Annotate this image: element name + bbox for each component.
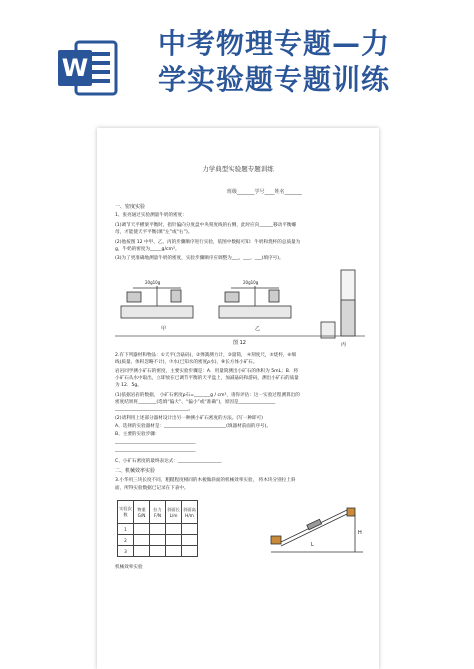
question-line: A、选择的实验器材是：___________________________(填器材前面的序号)。: [115, 424, 272, 429]
question-line: 为 12．5g。: [115, 383, 142, 388]
table-cell: 1: [118, 524, 134, 535]
fig-caption: 图 12: [233, 340, 246, 346]
word-icon: [56, 36, 120, 100]
banner-title: [158, 26, 458, 98]
data-table: [117, 500, 198, 557]
table-header: 实验次数: [118, 501, 134, 524]
table-cell: 3: [118, 546, 134, 557]
question-line: (2)请利用上述部分器材设计出另一种测小矿石密度的方法。(写一种即可): [115, 416, 263, 421]
class-line: 班级_______学号____姓名_______: [227, 189, 303, 195]
answer-line: ___________________________________: [115, 448, 196, 453]
table-header: 物重G/N: [134, 501, 150, 524]
question-line: C、小矿石密度的最终表达式：___________________: [115, 459, 222, 464]
question-line: B、主要的实验步骤：: [115, 432, 160, 437]
balance-figure: [115, 266, 365, 350]
document-title: 力学典型实验题专题训练: [202, 165, 274, 173]
question-line: 面，所得实验数据已记录在下表中。: [115, 486, 189, 491]
question-line: 密度结果将________(选填“偏大”、“偏小”或“准确”)，原因是________________: [115, 400, 276, 405]
question-line: ________________________________。: [115, 407, 194, 412]
question-line: (2)他按图 12 中甲、乙、丙的步骤顺序进行实验，依图中数据可知：牛奶和烧杯的总质量为: [115, 240, 301, 245]
question-line: 1、张亮通过实验测量牛奶的密度：: [115, 213, 187, 218]
svg-text:20g10g: 20g10g: [145, 280, 161, 285]
section-heading: 二、机械效率实验: [115, 468, 156, 474]
question-line: g，牛奶的密度为_____g/cm³。: [115, 247, 180, 252]
table-row: [118, 546, 198, 557]
table-cell: 2: [118, 535, 134, 546]
question-line: 岩岩同学测小矿石的密度，主要实验步骤是：A．用量筒测出小矿石的体积为 5mL；B．将: [115, 369, 299, 374]
incline-label-l: L: [311, 542, 314, 548]
banner-title-line2: 学实验题专题训练: [158, 63, 391, 96]
svg-text:W: W: [61, 54, 89, 82]
fig-label-yi: 乙: [255, 326, 261, 332]
banner-title-line1: 中考物理专题—力: [158, 27, 391, 60]
table-row: [118, 535, 198, 546]
incline-label-h: H: [358, 530, 362, 536]
question-line: (1)调节天平横梁平衡时，指针偏向分度盘中央刻度线的右侧，此时应向______移动平衡螺: [115, 223, 297, 228]
question-line: (1)依据岩岩的数据， 小矿石密度ρ石=_______g / cm³，请你评估：这一实验过程测算出的: [115, 393, 300, 398]
table-header-row: [118, 501, 198, 524]
document-page: [97, 128, 379, 669]
section-heading: 一、密度实验: [115, 204, 146, 210]
svg-text:20g10g: 20g10g: [243, 280, 259, 285]
question-line: 母，才能使天平平衡(填“左”或“右”)。: [115, 230, 193, 235]
question-line: (3)为了更准确地测量牛奶的密度，实验步骤顺序应调整为___、___、___(填序号)。: [115, 256, 284, 261]
table-header: 斜面高H/m: [182, 501, 198, 524]
question-line: 机械效率实验: [115, 565, 143, 570]
table-row: [118, 524, 198, 535]
table-header: 拉力F/N: [150, 501, 166, 524]
question-line: 线(质量、体积忽略不计)，⑦水(已知水的密度ρ水)，⑧长方体小矿石。: [115, 360, 258, 365]
answer-line: ___________________________________: [115, 440, 196, 445]
question-line: 小矿石从水中取出，立即放在已调节平衡的天平盘上，加减砝码和游码，测出小矿石的质量: [115, 376, 299, 381]
incline-figure: [267, 502, 367, 558]
table-header: 斜面长L/m: [166, 501, 182, 524]
fig-label-jia: 甲: [161, 326, 167, 332]
question-line: 2.有下列器材和物品：①天平(含砝码)，②弹簧测力计，③量筒， ④刻度尺，⑤烧杯，⑥细: [115, 353, 297, 358]
question-line: 3.小华用三块长度不同，粗糙程度相同的木板做斜面的机械效率实验， 将木块分别拉上斜: [115, 478, 296, 483]
fig-label-bing: 丙: [341, 342, 347, 348]
banner: [0, 0, 474, 128]
